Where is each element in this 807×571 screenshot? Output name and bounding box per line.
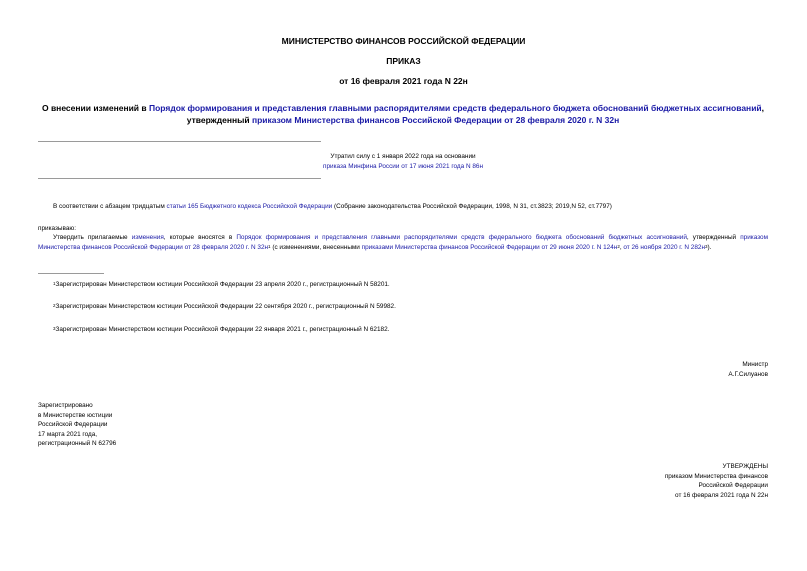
status-divider-bottom bbox=[38, 178, 321, 179]
approval-line: от 16 февраля 2021 года N 22н bbox=[675, 491, 768, 499]
preamble-prefix: В соответствии с абзацем тридцатым bbox=[53, 203, 167, 210]
orders-word: приказываю: bbox=[38, 225, 76, 232]
preamble-paragraph bbox=[53, 202, 768, 212]
approve-text-c: , утвержденный bbox=[686, 234, 741, 241]
approve-text-e: , bbox=[619, 243, 624, 251]
registration-line: регистрационный N 62796 bbox=[38, 440, 117, 447]
registration-block bbox=[38, 401, 238, 449]
registration-line: в Министерстве юстиции bbox=[38, 411, 113, 419]
signature-position: Министр bbox=[742, 361, 768, 368]
footnote-item bbox=[53, 302, 396, 312]
approve-text-d: (с изменениями, внесенными bbox=[270, 243, 362, 251]
footnote-mark: 3 bbox=[53, 326, 56, 331]
title-prefix: О внесении изменений в bbox=[41, 103, 149, 113]
preamble-suffix: (Собрание законодательства Российской Федерации, 1998, N 31, ст.3823; 2019,N 52, ст.7797) bbox=[332, 203, 612, 210]
order-32n-link[interactable]: приказом Министерства финансов Российской Федерации от 28 февраля 2020 г. N 32н bbox=[38, 234, 768, 251]
footnote-mark: 2 bbox=[53, 303, 56, 308]
approve-text-a: Утвердить прилагаемые bbox=[53, 234, 132, 241]
footnote-mark: 1 bbox=[53, 281, 56, 286]
registration-line: Зарегистрировано bbox=[38, 402, 93, 409]
footnote-item bbox=[53, 280, 390, 290]
doc-date-number: от 16 февраля 2021 года N 22н bbox=[339, 76, 468, 86]
footnote-text: Зарегистрирован Министерством юстиции Российской Федерации 22 сентября 2020 г., регистрационный N 59982. bbox=[55, 303, 396, 310]
order-124n-link[interactable]: приказами Министерства финансов Российской Федерации от 29 июня 2020 г. N 124н bbox=[361, 243, 618, 251]
approval-line: УТВЕРЖДЕНЫ bbox=[722, 463, 768, 470]
approve-text-f: ). bbox=[707, 243, 712, 251]
footnote-text: Зарегистрирован Министерством юстиции Российской Федерации 22 января 2021 г., регистрационный N 62182. bbox=[55, 326, 390, 333]
approval-line: приказом Министерства финансов bbox=[664, 472, 768, 480]
procedure-link[interactable]: Порядок формирования и представления главными распорядителями средств федерального бюджета обоснований бюджетных ассигнований bbox=[236, 234, 687, 241]
approve-paragraph bbox=[38, 233, 768, 252]
approve-text-b: , которые вносятся в bbox=[163, 234, 237, 241]
status-line: Утратил силу с 1 января 2022 года на основании bbox=[330, 153, 476, 160]
title-link-procedure[interactable]: Порядок формирования и представления главными распорядителями средств федерального бюджета обоснований бюджетных ассигнований bbox=[148, 103, 762, 113]
footnote-text: Зарегистрирован Министерством юстиции Российской Федерации 23 апреля 2020 г., регистрационный N 58201. bbox=[55, 281, 390, 288]
title-middle: , утвержденный bbox=[186, 103, 765, 125]
order-282n-link[interactable]: от 26 ноября 2020 г. N 282н bbox=[623, 243, 705, 251]
doc-type-heading: ПРИКАЗ bbox=[386, 56, 421, 66]
footnote-ref-3[interactable]: 3 bbox=[705, 243, 708, 249]
footnote-item bbox=[53, 325, 389, 335]
registration-line: 17 марта 2021 года, bbox=[38, 430, 98, 438]
approval-block bbox=[560, 462, 768, 500]
footnotes-divider bbox=[38, 273, 104, 274]
signature-block bbox=[600, 360, 768, 379]
document-title bbox=[38, 103, 768, 126]
title-link-order[interactable]: приказом Министерства финансов Российской Федерации от 28 февраля 2020 г. N 32н bbox=[251, 114, 620, 125]
footnote-ref-2[interactable]: 2 bbox=[617, 243, 620, 249]
ministry-heading: МИНИСТЕРСТВО ФИНАНСОВ РОССИЙСКОЙ ФЕДЕРАЦИИ bbox=[281, 36, 526, 46]
approval-line: Российской Федерации bbox=[698, 482, 768, 489]
registration-line: Российской Федерации bbox=[38, 421, 108, 428]
footnote-ref-1[interactable]: 1 bbox=[268, 243, 271, 249]
budget-code-link[interactable]: статьи 165 Бюджетного кодекса Российской Федерации bbox=[166, 203, 333, 210]
status-link-repeal[interactable]: приказа Минфина России от 17 июня 2021 года N 86н bbox=[322, 162, 484, 170]
changes-link[interactable]: изменения bbox=[131, 234, 164, 241]
status-note bbox=[210, 152, 596, 171]
status-divider-top bbox=[38, 141, 321, 142]
signature-name: А.Г.Силуанов bbox=[728, 370, 768, 378]
